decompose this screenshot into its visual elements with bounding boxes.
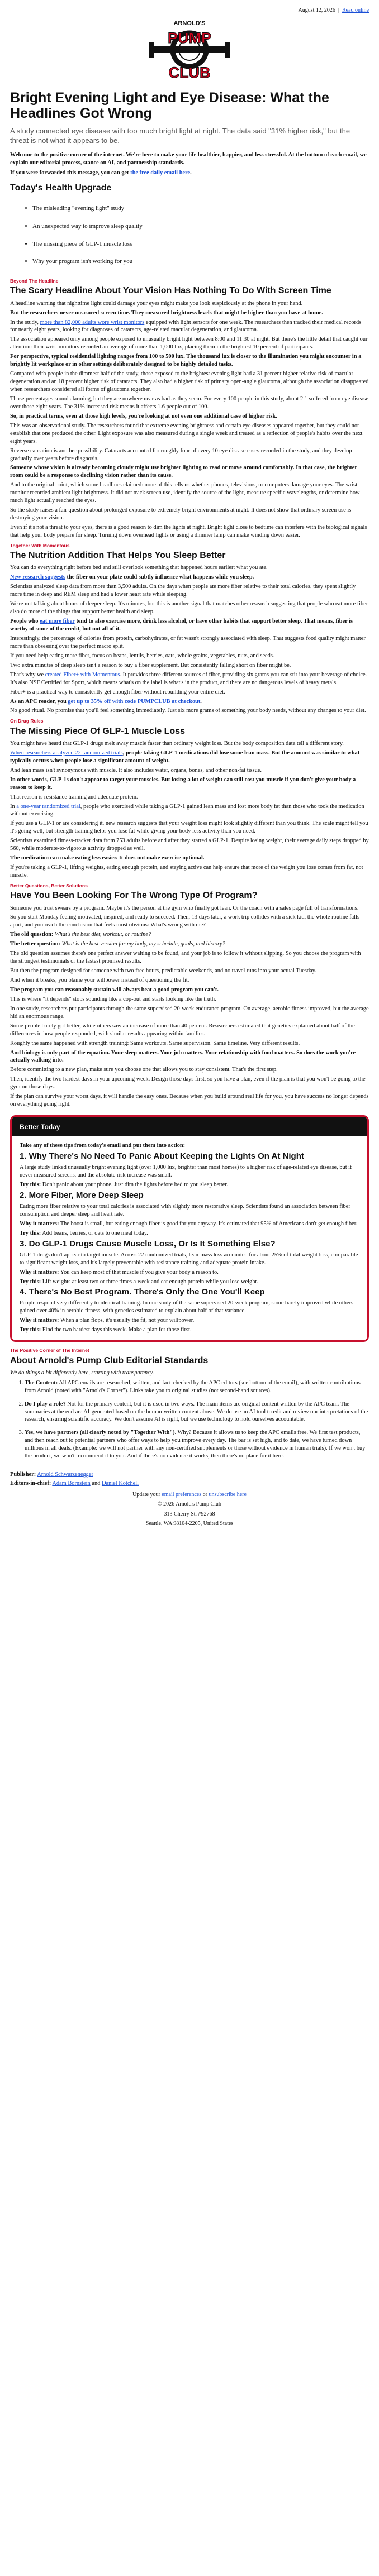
logo-graphic <box>148 17 231 83</box>
paragraph: Someone you trust swears by a program. Maybe it's the person at the gym who finally got lean. Or the coach with a sales page full of transformations. <box>10 905 359 911</box>
logo-barbell <box>151 46 228 53</box>
paragraph: So, in practical terms, even at those high levels, you're looking at not even one additional case of higher risk. <box>10 413 277 419</box>
paragraph: If you're taking a GLP-1, lifting weights, eating enough protein, and staying active can help ensure that more of the weight you lose comes from fat, not muscle. <box>10 864 363 879</box>
welcome-block <box>10 151 369 177</box>
email-footer <box>10 1491 369 1528</box>
paragraph-pre: That's why we <box>10 671 45 678</box>
paragraph: Two extra minutes of deep sleep isn't a reason to buy a fiber supplement. But consistently falling short on fiber might be. <box>10 662 291 668</box>
paragraph: Some people barely got better, while others saw an increase of more than 40 percent. Researchers estimated that genetics explained about half of the differences in how people responded, with similar results appearing within families. <box>10 1022 355 1037</box>
editorial-item-label: The Content: <box>25 1379 58 1386</box>
paragraph-post: equipped with light sensors for one week. The researchers then tracked their medical records for nearly eight years, looking for diagnoses of cataracts, age-related macular degeneration, and glaucoma. <box>10 319 362 333</box>
top-bar <box>10 0 369 16</box>
paragraph: Scientists analyzed sleep data from more than 3,500 adults. On the days when people ate more fiber relative to their total calories, they spent slightly more time in deep and REM sleep and had a lower heart rate while sleeping. <box>10 584 356 598</box>
why-label: Why it matters: <box>20 1269 59 1275</box>
paragraph <box>10 618 369 633</box>
section-title: The Nutrition Addition That Helps You Sleep Better <box>10 551 226 561</box>
logo-text-club: CLUB <box>168 64 211 82</box>
paragraph: That reason is resistance training and adequate protein. <box>10 794 138 800</box>
better-item-why <box>20 1317 359 1325</box>
better-item-tip <box>20 1278 359 1286</box>
tip-label: Try this: <box>20 1327 41 1334</box>
fiber-plus-link[interactable]: created Fiber+ with Momentous <box>45 671 120 678</box>
paragraph: Roughly the same happened with strength training: Same workouts. Same supervision. Same timeline. Very different results. <box>10 1040 300 1046</box>
paragraph: You can do everything right before bed and still overlook something that happened hours earlier: what you ate. <box>10 565 268 571</box>
editors-and: and <box>90 1480 102 1487</box>
editorial-item <box>25 1401 369 1424</box>
forwarded-text <box>10 169 369 177</box>
editorial-item-label: Yes, we have partners (all clearly noted by "Together With"). <box>25 1430 177 1436</box>
paragraph: And biology is only part of the equation. Your sleep matters. Your job matters. Your relationship with food matters. So does the work you're actually walking into. <box>10 1049 356 1064</box>
toc-item: • The misleading "evening light" study <box>32 204 369 213</box>
better-item-title: 1. Why There's No Need To Panic About Keeping the Lights On At Night <box>20 1151 304 1162</box>
unsubscribe-link[interactable]: unsubscribe here <box>209 1492 247 1498</box>
paragraph: Someone whose vision is already becoming cloudy might use brighter lighting to read or move around comfortably. In that case, the brighter room could be a response to declining vision rather than its cause. <box>10 465 357 479</box>
paragraph: Then, identify the two hardest days in your upcoming week. Design those days first, so you have a plan, even if the plan is that you won't be going to the gym on those days. <box>10 1076 366 1091</box>
section-kicker: The Positive Corner of The Internet <box>10 1347 89 1354</box>
why-text: The boost is small, but eating enough fiber is good for you anyway. It's estimated that 95% of Americans don't get enough fiber. <box>59 1220 358 1227</box>
better-item-why <box>20 1220 359 1228</box>
why-text: You can keep most of that muscle if you give your body a reason to. <box>59 1269 219 1275</box>
paragraph: The medication can make eating less easier. It does not make exercise optional. <box>10 855 205 862</box>
randomized-trial-link[interactable]: a one-year randomized trial <box>16 803 80 810</box>
paragraph: The program you can reasonably sustain will always beat a good program you can't. <box>10 986 219 993</box>
copyright: © 2026 Arnold's Pump Club <box>158 1501 221 1508</box>
toc-item: • The missing piece of GLP-1 muscle loss <box>32 240 369 248</box>
trials-link[interactable]: When researchers analyzed 22 randomized trials <box>10 749 123 756</box>
tip-label: Try this: <box>20 1230 41 1236</box>
paragraph: This was an observational study. The researchers found that extreme evening brightness and certain eye diseases appeared together, but they could not establish that one produced the other. Light exposure was also measured during a single week and treated as a reflection of people's habits over the next eight years. <box>10 422 363 445</box>
editorial-item-text: Why? Because it allows us to keep the APC emails free. We first test products, and then reach out to potential partners who offer ways to help you improve every day. The bar is set high, and to date, we have turned down millions in all deals. (Example: we will not partner with any non-certified supplements or those without evidence in human trials). If we won't buy the product, we won't recommend it to you. And if there's no evidence it works, then there's no place for it here. <box>25 1430 366 1460</box>
paragraph: In other words, GLP-1s don't appear to target your muscles. But losing a lot of weight can still cost you muscle if you don't give your body a reason to keep it. <box>10 776 356 791</box>
paragraph-post: , people taking GLP-1 medications did lose some lean mass. But the amount was similar to what typically occurs when people lose a significant amount of weight. <box>10 749 360 764</box>
paragraph: We're not talking about hours of deeper sleep. It's minutes, but this is another signal that matches other research suggesting that people who eat more fiber also do more of the things that support better health and sleep. <box>10 601 368 615</box>
welcome-text: Welcome to the positive corner of the internet. We're here to make your life healthier, happier, and less stressful. At the bottom of each email, we explain our editorial process, stance on AI, and partnership standards. <box>10 152 367 166</box>
better-item-text: Eating more fiber relative to your total calories is associated with slightly more restorative sleep. Scientists found an association between fiber consumption and deeper sleep and heart rate. <box>20 1203 350 1217</box>
paragraph: If the plan can survive your worst days, it will handle the easy ones. Because when you build around real life for you, you have success no longer depends on everything going right. <box>10 1093 369 1108</box>
better-today-header: Better Today <box>12 1117 367 1136</box>
pump-club-logo <box>10 17 369 83</box>
why-label: Why it matters: <box>20 1220 59 1227</box>
prefs-mid: or <box>201 1492 209 1498</box>
editorial-item-label: Do I play a role? <box>25 1401 66 1407</box>
paragraph: The old question assumes there's one perfect answer waiting to be found, and your job is to follow it without slipping. So you choose the program with the strongest testimonials or the fastest promised results. <box>10 950 361 965</box>
tip-text: Don't panic about your phone. Just dim the lights before bed to you sleep better. <box>41 1182 228 1188</box>
section-kicker: Better Questions, Better Solutions <box>10 882 88 888</box>
paragraph-post: , people who exercised while taking a GLP-1 gained lean mass and lost more body fat than those who took the medication without exercising. <box>10 803 364 818</box>
top-bar-separator: | <box>338 7 339 13</box>
toc-item: • An unexpected way to improve sleep quality <box>32 222 369 231</box>
fiber-link[interactable]: eat more fiber <box>40 618 75 625</box>
paragraph <box>10 573 369 581</box>
editors-line <box>10 1480 369 1488</box>
paragraph-post: the fiber on your plate could subtly influence what happens while you sleep. <box>65 574 254 581</box>
tip-label: Try this: <box>20 1182 41 1188</box>
paragraph <box>10 931 369 939</box>
section-kicker: Beyond The Headline <box>10 278 59 284</box>
better-today-body <box>12 1136 367 1340</box>
editorial-intro <box>10 1369 369 1377</box>
better-question-text: What is the best version for my body, my schedule, goals, and history? <box>60 941 225 948</box>
paragraph: No good ritual. No promise that you'll feel something immediately. Just six more grams of something your body needs, without any changes to your diet. <box>10 708 366 714</box>
paragraph: But then the program designed for someone with two free hours, predictable weekends, and no travel runs into your actual Tuesday. <box>10 968 316 974</box>
logo-weight-right <box>225 42 230 58</box>
paragraph: Fiber+ is a practical way to consistently get enough fiber without rebuilding your entire diet. <box>10 689 225 695</box>
why-text: When a plan flops, it's usually the fit, not your willpower. <box>59 1317 195 1324</box>
paragraph: And lean mass isn't synonymous with muscle. It also includes water, organs, bones, and other non-fat tissue. <box>10 767 262 773</box>
forwarded-text-post: . <box>190 170 192 176</box>
paragraph: For perspective, typical residential lighting ranges from 100 to 500 lux. The thousand lux is closer to the illumination you might encounter in a brightly lit workplace or in other settings deliberately designed to be highly detailed tasks. <box>10 353 362 368</box>
paragraph-post: . It provides three different sources of fiber, providing six grams you can stir into your beverage of choice. It's also NSF Certified for Sport, which means what's on the label is what's in the product, and there are no dangerous levels of heavy metals. <box>10 671 367 686</box>
editors-label: Editors-in-chief: <box>10 1480 51 1487</box>
paragraph: Scientists examined fitness-tracker data from 753 adults before and after they started a GLP-1. Despite losing weight, their average daily steps dropped by 560, while moderate-to-vigorous activity dropped as well. <box>10 838 369 852</box>
paragraph-pre: As an APC reader, you <box>10 698 68 705</box>
forwarded-text-pre: If you were forwarded this message, you can get <box>10 170 131 176</box>
credits <box>10 1471 369 1488</box>
better-item-title: 4. There's No Best Program. There's Only the One You'll Keep <box>20 1287 265 1297</box>
paragraph: Interestingly, the percentage of calories from protein, carbohydrates, or fat wasn't strongly associated with sleep. That suggests food quality might matter more than obsessing over the perfect macro split. <box>10 635 366 649</box>
paragraph: So the study raises a fair question about prolonged exposure to extremely bright environments at night. It does not show that ordinary screen use is destroying your vision. <box>10 507 352 522</box>
paragraph: In one study, researchers put participants through the same supervised 20-week endurance program. On average, aerobic fitness improved, but the average hid an enormous range. <box>10 1005 369 1020</box>
paragraph: A headline warning that nighttime light could damage your eyes might make you look suspiciously at the phone in your hand. <box>10 300 303 307</box>
publisher-label: Publisher: <box>10 1471 36 1478</box>
publisher-link[interactable]: Arnold Schwarzenegger <box>37 1471 93 1478</box>
better-item-text: People respond very differently to identical training. In one study of the same supervised 20-week program, some barely improved while others gained over 40% in aerobic fitness, with genetics estimated to explain about half of that variance. <box>20 1300 354 1315</box>
tip-text: Find the two hardest days this week. Make a plan for those first. <box>41 1327 192 1334</box>
better-item-title: 3. Do GLP-1 Drugs Cause Muscle Loss, Or Is It Something Else? <box>20 1239 276 1249</box>
paragraph <box>10 319 369 334</box>
section-kicker: On Drug Rules <box>10 718 44 724</box>
editor-link[interactable]: Daniel Kotchell <box>101 1480 139 1487</box>
better-item-tip <box>20 1326 359 1334</box>
paragraph: Compared with people in the dimmest half of the study, those exposed to the brightest evening light had a 31 percent higher relative risk of macular degeneration and an 18 percent higher risk of cataracts. They also had a higher risk of primary open-angle glaucoma, although the association disappeared when researchers considered all forms of glaucoma together. <box>10 371 369 393</box>
table-of-contents <box>10 204 369 266</box>
paragraph: You might have heard that GLP-1 drugs melt away muscle faster than ordinary weight loss. But the body composition data tell a different story. <box>10 740 344 747</box>
paragraph-post: tend to also exercise more, drink less alcohol, or have other habits that support better sleep. That means, fiber is worthy of some of the credit, but not all of it. <box>10 618 353 633</box>
prefs-pre: Update your <box>132 1492 162 1498</box>
upgrade-title: Today's Health Upgrade <box>10 183 112 193</box>
better-item-tip <box>20 1230 359 1237</box>
editorial-intro-text: We do things a bit differently here, starting with transparency. <box>10 1369 154 1376</box>
better-question-label: The better question: <box>10 941 60 948</box>
address-line-2: Seattle, WA 98104-2205, United States <box>145 1521 234 1527</box>
paragraph <box>10 749 369 765</box>
paragraph: But the researchers never measured screen time. They measured brightness levels that might be higher than you have at home. <box>10 309 323 316</box>
better-item-tip <box>20 1181 359 1189</box>
old-question-label: The old question: <box>10 931 54 938</box>
paragraph <box>10 671 369 687</box>
logo-weight-left <box>149 42 154 58</box>
section-title: About Arnold's Pump Club Editorial Standards <box>10 1355 209 1365</box>
paragraph: If you need help eating more fiber, focus on beans, lentils, berries, oats, whole grains, vegetables, nuts, and seeds. <box>10 652 274 659</box>
paragraph <box>10 940 369 948</box>
editorial-list <box>10 1379 369 1460</box>
paragraph: Even if it's not a threat to your eyes, there is a good reason to dim the lights at night. Bright light close to bedtime can interfere with the biological signals that help your body prepare for sleep. Turning down overhead lights or using a dimmer lamp can make winding down easier. <box>10 524 367 538</box>
paragraph: So you start Monday feeling motivated, inspired, and ready to succeed. Then, 13 days later, a work trip collides with a sick kid, the whole routine falls apart, and you reach the conclusion that feels most obvious: What's wrong with me? <box>10 914 359 929</box>
better-item-title: 2. More Fiber, More Deep Sleep <box>20 1190 144 1200</box>
paragraph <box>10 803 369 819</box>
why-label: Why it matters: <box>20 1317 59 1324</box>
editorial-item-text: Not for the primary content, but it is used in two ways. The main items are original content written by the APC team. The summaries at the end are AI-generated based on the human-written content above. We do use an AI tool to edit and review our interpretations of the research, ensuring scientific accuracy. We don't assume AI is right, but we use technology to hold ourselves accountable. <box>25 1401 368 1423</box>
paragraph-post: . <box>200 698 202 705</box>
email-subhead: A study connected eye disease with too much bright light at night. The data said "31% higher risk," but the threat is not what it appears to be. <box>10 127 350 145</box>
paragraph <box>10 698 369 706</box>
better-item-text: GLP-1 drugs don't appear to target muscle. Across 22 randomized trials, lean-mass loss accounted for about 25% of total weight loss, comparable to significant weight loss, and it's largely preventable with resistance training and adequate protein intake. <box>20 1251 358 1266</box>
paragraph: This is where "it depends" stops sounding like a cop-out and starts looking like the truth. <box>10 996 216 1002</box>
section-kicker: Together With Momentous <box>10 542 70 548</box>
preferences-line <box>10 1491 369 1498</box>
study-link[interactable]: more than 82,000 adults wore wrist monitors <box>40 319 145 326</box>
toc-item: • Why your program isn't working for you <box>32 257 369 266</box>
logo-text-top: ARNOLD'S <box>173 20 206 27</box>
publisher-line <box>10 1471 369 1479</box>
section-title: The Missing Piece Of GLP-1 Muscle Loss <box>10 726 185 736</box>
paragraph: If you use a GLP-1 or are considering it, new research suggests that your weight loss might look slightly different than you think. The scale might tell you it's going well, but strength training helps you lose fat while giving your body less activity than you need. <box>10 820 368 835</box>
paragraph-pre: In <box>10 803 17 810</box>
old-question-text: What's the best diet, workout, or routine? <box>53 931 151 938</box>
read-online-link[interactable]: Read online <box>342 7 369 13</box>
address-line-1: 313 Cherry St. #92768 <box>164 1511 215 1517</box>
better-today-box <box>10 1115 369 1342</box>
email-date: August 12, 2026 <box>298 7 335 13</box>
tip-label: Try this: <box>20 1278 41 1285</box>
better-item-text: A large study linked unusually bright evening light (over 1,000 lux, brighter than most homes) to a higher risk of age-related eye disease, but it never measured screens, and the absolute risk increase was small. <box>20 1164 352 1179</box>
email-headline: Bright Evening Light and Eye Disease: What the Headlines Got Wrong <box>10 90 329 122</box>
better-item-why <box>20 1269 359 1277</box>
editorial-standards <box>10 1347 369 1460</box>
free-email-link[interactable]: the free daily email here <box>130 170 191 176</box>
paragraph-pre: People who <box>10 618 40 625</box>
research-link[interactable]: New research suggests <box>10 574 65 581</box>
paragraph: Before committing to a new plan, make sure you choose one that allows you to stay consistent. That's the first step. <box>10 1067 278 1073</box>
paragraph: Reverse causation is another possibility. Cataracts accounted for roughly four of every 10 eye disease cases recorded in the study, and they develop gradually over years before diagnosis. <box>10 447 352 462</box>
paragraph-pre: In the study, <box>10 319 40 326</box>
section-title: The Scary Headline About Your Vision Has Nothing To Do With Screen Time <box>10 286 331 296</box>
editorial-item <box>25 1429 369 1460</box>
section-title: Have You Been Looking For The Wrong Type Of Program? <box>10 891 258 901</box>
tip-text: Lift weights at least two or three times a week and eat enough protein while you lose weight. <box>41 1278 258 1285</box>
editorial-item-text: All APC emails are researched, written, and fact-checked by the APC editors (see bottom of the email), with written contributions from Arnold (noted with "Arnold's Corner"). Links take you to original studies (not second-hand sources). <box>25 1379 361 1394</box>
better-today-intro: Take any of these tips from today's email and put them into action: <box>20 1143 186 1149</box>
paragraph: And to the original point, which some headlines claimed: none of this tells us whether phones, televisions, or computers damage your eyes. The wrist monitor recorded ambient light brightness. It did not track screen use, identify the source of the light, measure specific wavelengths, or determine how much light actually reached the eyes. <box>10 482 360 504</box>
email-preferences-link[interactable]: email preferences <box>162 1492 202 1498</box>
tip-text: Add beans, berries, or oats to one meal today. <box>41 1230 148 1236</box>
paragraph: And when it breaks, you blame your willpower instead of questioning the fit. <box>10 977 190 984</box>
editor-link[interactable]: Adam Bornstein <box>52 1480 91 1487</box>
discount-code-link[interactable]: get up to 35% off with code PUMPCLUB at checkout <box>68 698 201 705</box>
editorial-item <box>25 1379 369 1395</box>
paragraph: Those percentages sound alarming, but they are nowhere near as bad as they seem. For every 100 people in this study, about 2.1 suffered from eye disease over those eight years. The 31% increased risk means it affects 1.6 people out of 100. <box>10 395 368 410</box>
paragraph: The association appeared only among people exposed to unusually bright light between 8:00 and 11:30 at night. But there's the little detail that caught our attention: their wrist monitors recorded an average of more than 1,000 lux, placing them in the brightest 10 percent of participants. <box>10 336 368 351</box>
logo-text-pump: PUMP <box>167 30 212 47</box>
